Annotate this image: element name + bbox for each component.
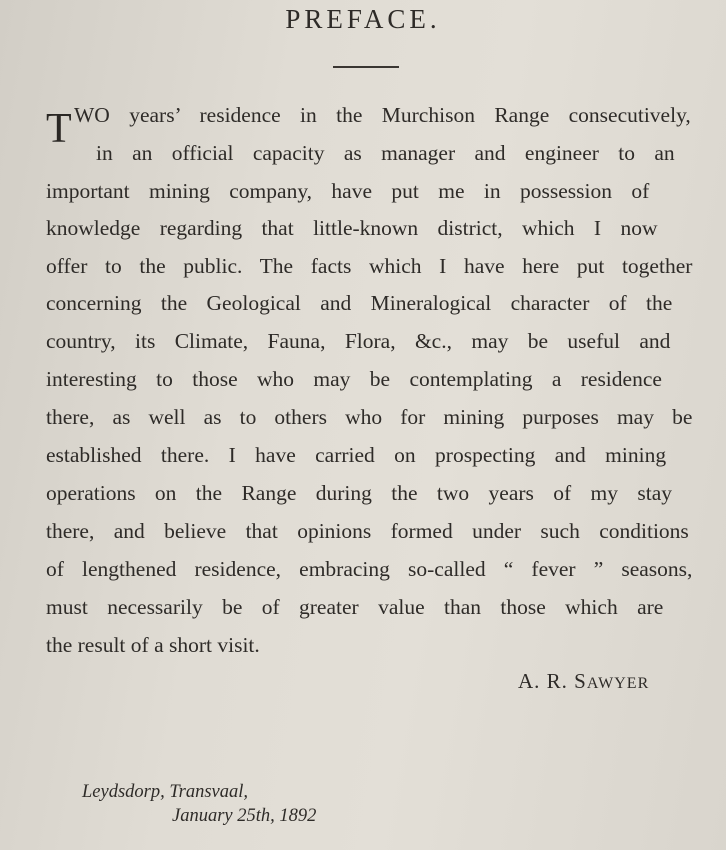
preface-line: operations on the Range during the two years of my stay <box>46 481 673 505</box>
preface-line: established there. I have carried on prospecting and mining <box>46 443 667 467</box>
preface-line: knowledge regarding that little-known district, which I now <box>46 216 658 240</box>
preface-line: interesting to those who may be contemplating a residence <box>46 367 662 391</box>
preface-line: country, its Climate, Fauna, Flora, &c., may be useful and <box>46 329 671 353</box>
preface-line: in an official capacity as manager and engineer to an <box>96 141 675 165</box>
signature-surname-rest: AWYER <box>586 675 650 692</box>
preface-line: of lengthened residence, embracing so-called “ fever ” seasons, <box>46 557 693 581</box>
drop-cap: T <box>46 106 72 152</box>
page-title: PREFACE. <box>285 4 441 34</box>
preface-line: offer to the public. The facts which I have here put together <box>46 254 693 278</box>
place-line: Leydsdorp, Transvaal, <box>82 782 249 802</box>
preface-line: concerning the Geological and Mineralogical character of the <box>46 291 673 315</box>
preface-line: there, as well as to others who for mining purposes may be <box>46 405 693 429</box>
title-rule <box>333 66 399 68</box>
preface-line: WO years’ residence in the Murchison Range consecutively, <box>74 103 691 127</box>
preface-line: there, and believe that opinions formed under such conditions <box>46 519 689 543</box>
author-signature <box>518 669 649 694</box>
preface-line: must necessarily be of greater value than those which are <box>46 595 664 619</box>
preface-line: important mining company, have put me in possession of <box>46 179 650 203</box>
preface-line: the result of a short visit. <box>46 633 260 657</box>
signature-initials: A. R. S <box>518 669 587 693</box>
date-line: January 25th, 1892 <box>172 806 317 826</box>
